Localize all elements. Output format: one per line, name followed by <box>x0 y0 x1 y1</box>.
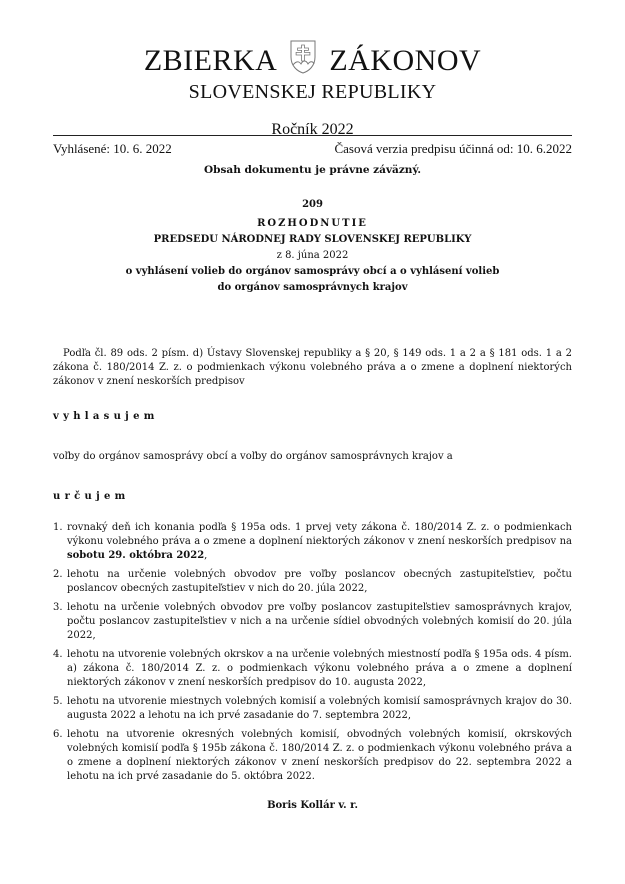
order-index: 5. <box>53 696 63 707</box>
order-item <box>53 521 572 563</box>
masthead <box>0 44 625 140</box>
publication-meta <box>53 141 572 157</box>
order-item <box>53 601 572 643</box>
order-item <box>53 728 572 784</box>
order-text: lehotu na utvorenie volebných okrskov a na určenie volebných miestností podľa § 195a ods. 4 písm. a) zákona č. 180/2014 Z. z. o podmienkach výkonu volebného práva a o zmene a doplnení niektorých zákonov v znení neskorších predpisov do 10. augusta 2022, <box>67 649 572 688</box>
order-index: 2. <box>53 569 63 580</box>
masthead-title-row <box>0 44 625 78</box>
act-number: 209 <box>302 199 323 210</box>
keyword-declare: vyhlasujem <box>53 411 159 422</box>
order-text-tail: , <box>204 550 208 561</box>
order-index: 6. <box>53 729 63 740</box>
signature: Boris Kollár v. r. <box>267 800 358 811</box>
order-index: 4. <box>53 649 63 660</box>
order-index: 3. <box>53 602 63 613</box>
order-text: lehotu na utvorenie okresných volebných komisií, obvodných volebných komisií, okrskových volebných komisií podľa § 195b zákona č. 180/2014 Z. z. o podmienkach výkonu volebného práva a o zmene a doplnení niektorých zákonov v znení neskorších predpisov do 22. septembra 2022 a lehotu na ich prvé zasadanie do 5. októbra 2022. <box>67 729 572 782</box>
election-date: sobotu 29. októbra 2022 <box>67 550 205 561</box>
order-index: 1. <box>53 522 63 533</box>
order-text-main: rovnaký deň ich konania podľa § 195a ods. 1 prvej vety zákona č. 180/2014 Z. z. o podmienkach výkonu volebného práva a o zmene a doplnení niektorých zákonov v znení neskorších predpisov na <box>67 522 572 547</box>
order-text <box>67 521 572 563</box>
volume-year: Ročník 2022 <box>271 121 354 138</box>
order-text: lehotu na určenie volebných obvodov pre voľby poslancov zastupiteľstiev samosprávnych krajov, počtu poslancov zastupiteľstiev v nich a na určenie sídiel obvodných volebných komisií do 20. júla 2022, <box>67 602 572 641</box>
header-divider <box>53 135 572 136</box>
act-issuer: PREDSEDU NÁRODNEJ RADY SLOVENSKEJ REPUBLIKY <box>153 234 472 245</box>
masthead-subtitle: SLOVENSKEJ REPUBLIKY <box>188 81 437 103</box>
order-item <box>53 568 572 596</box>
act-type: ROZHODNUTIE <box>257 218 368 229</box>
preamble: Podľa čl. 89 ods. 2 písm. d) Ústavy Slovenskej republiky a § 20, § 149 ods. 1 a 2 a § 181 ods. 1 a 2 zákona č. 180/2014 Z. z. o podmienkach výkonu volebného práva a o zmene a doplnení niektorých zákonov v znení neskorších predpisov <box>53 348 572 387</box>
masthead-title-left: ZBIERKA <box>143 44 278 77</box>
legal-binding-note: Obsah dokumentu je právne záväzný. <box>203 164 421 176</box>
effective-version-date: Časová verzia predpisu účinná od: 10. 6.2022 <box>334 141 572 156</box>
announced-date: Vyhlásené: 10. 6. 2022 <box>53 141 172 156</box>
act-subject-line-2: do orgánov samosprávnych krajov <box>217 282 408 293</box>
act-date: z 8. júna 2022 <box>276 250 349 261</box>
act-heading <box>0 197 625 296</box>
order-item <box>53 695 572 723</box>
declaration: voľby do orgánov samosprávy obcí a voľby do orgánov samosprávnych krajov a <box>53 451 453 462</box>
slovak-coat-of-arms-icon <box>289 39 317 75</box>
keyword-determine: určujem <box>53 491 130 502</box>
orders-list <box>53 521 572 789</box>
order-text: lehotu na určenie volebných obvodov pre voľby poslancov obecných zastupiteľstiev, počtu poslancov obecných zastupiteľstiev v nich do 20. júla 2022, <box>67 569 572 594</box>
order-item <box>53 648 572 690</box>
act-subject-line-1: o vyhlásení volieb do orgánov samosprávy obcí a o vyhlásení volieb <box>125 266 500 277</box>
masthead-title-right: ZÁKONOV <box>329 44 482 77</box>
order-text: lehotu na utvorenie miestnych volebných komisií a volebných komisií samosprávnych krajov do 30. augusta 2022 a lehotu na ich prvé zasadanie do 7. septembra 2022, <box>67 696 572 721</box>
